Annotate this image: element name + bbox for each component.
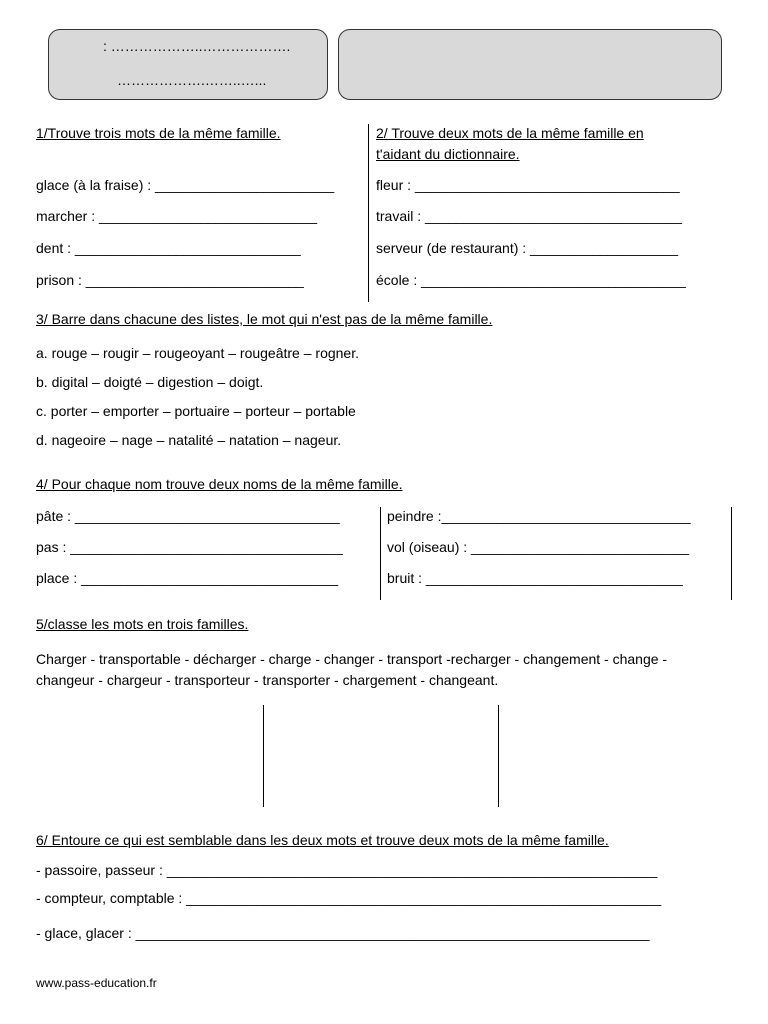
- section4-item: pas : ___________________________________: [36, 539, 343, 555]
- section6-item: - passoire, passeur : _______________________________________________________________: [36, 862, 658, 878]
- section1-item: glace (à la fraise) : _______________________: [36, 177, 335, 193]
- grade-box: [338, 29, 722, 100]
- section3-heading: 3/ Barre dans chacune des listes, le mot qui n'est pas de la même famille.: [36, 311, 493, 327]
- section4-item: vol (oiseau) : ____________________________: [387, 539, 690, 555]
- family-column-divider: [498, 705, 499, 807]
- section1-item: dent : _____________________________: [36, 240, 301, 256]
- word-list: c. porter – emporter – portuaire – porteur – portable: [36, 403, 356, 419]
- section4-divider-left: [380, 507, 381, 600]
- word-list: b. digital – doigté – digestion – doigt.: [36, 374, 264, 390]
- section4-item: peindre :________________________________: [387, 508, 691, 524]
- section4-heading: 4/ Pour chaque nom trouve deux noms de la même famille.: [36, 476, 403, 492]
- section1-item: marcher : ____________________________: [36, 208, 318, 224]
- section-divider: [368, 124, 369, 302]
- section4-item: bruit : _________________________________: [387, 570, 683, 586]
- section6-item: - compteur, comptable : _____________________________________________________________: [36, 890, 662, 906]
- word-list: a. rouge – rougir – rougeoyant – rougeâtre – rogner.: [36, 345, 359, 361]
- section2-item: école : __________________________________: [376, 272, 686, 288]
- section2-item: fleur : __________________________________: [376, 177, 680, 193]
- section6-heading: 6/ Entoure ce qui est semblable dans les deux mots et trouve deux mots de la même famille.: [36, 832, 609, 848]
- section2-item: travail : _________________________________: [376, 208, 682, 224]
- section2-heading: 2/ Trouve deux mots de la même famille en: [376, 125, 644, 141]
- family-column-divider: [263, 705, 264, 807]
- word-list: d. nageoire – nage – natalité – natation – nageur.: [36, 432, 342, 448]
- section5-heading: 5/classe les mots en trois familles.: [36, 616, 249, 632]
- section4-divider-right: [731, 507, 732, 600]
- section4-item: pâte : __________________________________: [36, 508, 340, 524]
- section5-word-list: Charger - transportable - décharger - charge - changer - transport -recharger - changement - change -: [36, 651, 668, 667]
- footer-website: www.pass-education.fr: [36, 976, 157, 990]
- section1-item: prison : ____________________________: [36, 272, 304, 288]
- section5-word-list-cont: changeur - chargeur - transporteur - transporter - chargement - changeant.: [36, 672, 499, 688]
- date-line: ……………….……..…...: [117, 72, 267, 88]
- section4-item: place : _________________________________: [36, 570, 339, 586]
- section6-item: - glace, glacer : __________________________________________________________________: [36, 925, 650, 941]
- name-line: : ………………..……………….: [103, 38, 291, 54]
- section2-item: serveur (de restaurant) : ___________________: [376, 240, 678, 256]
- section2-heading-cont: t'aidant du dictionnaire.: [376, 146, 520, 162]
- section1-heading: 1/Trouve trois mots de la même famille.: [36, 125, 281, 141]
